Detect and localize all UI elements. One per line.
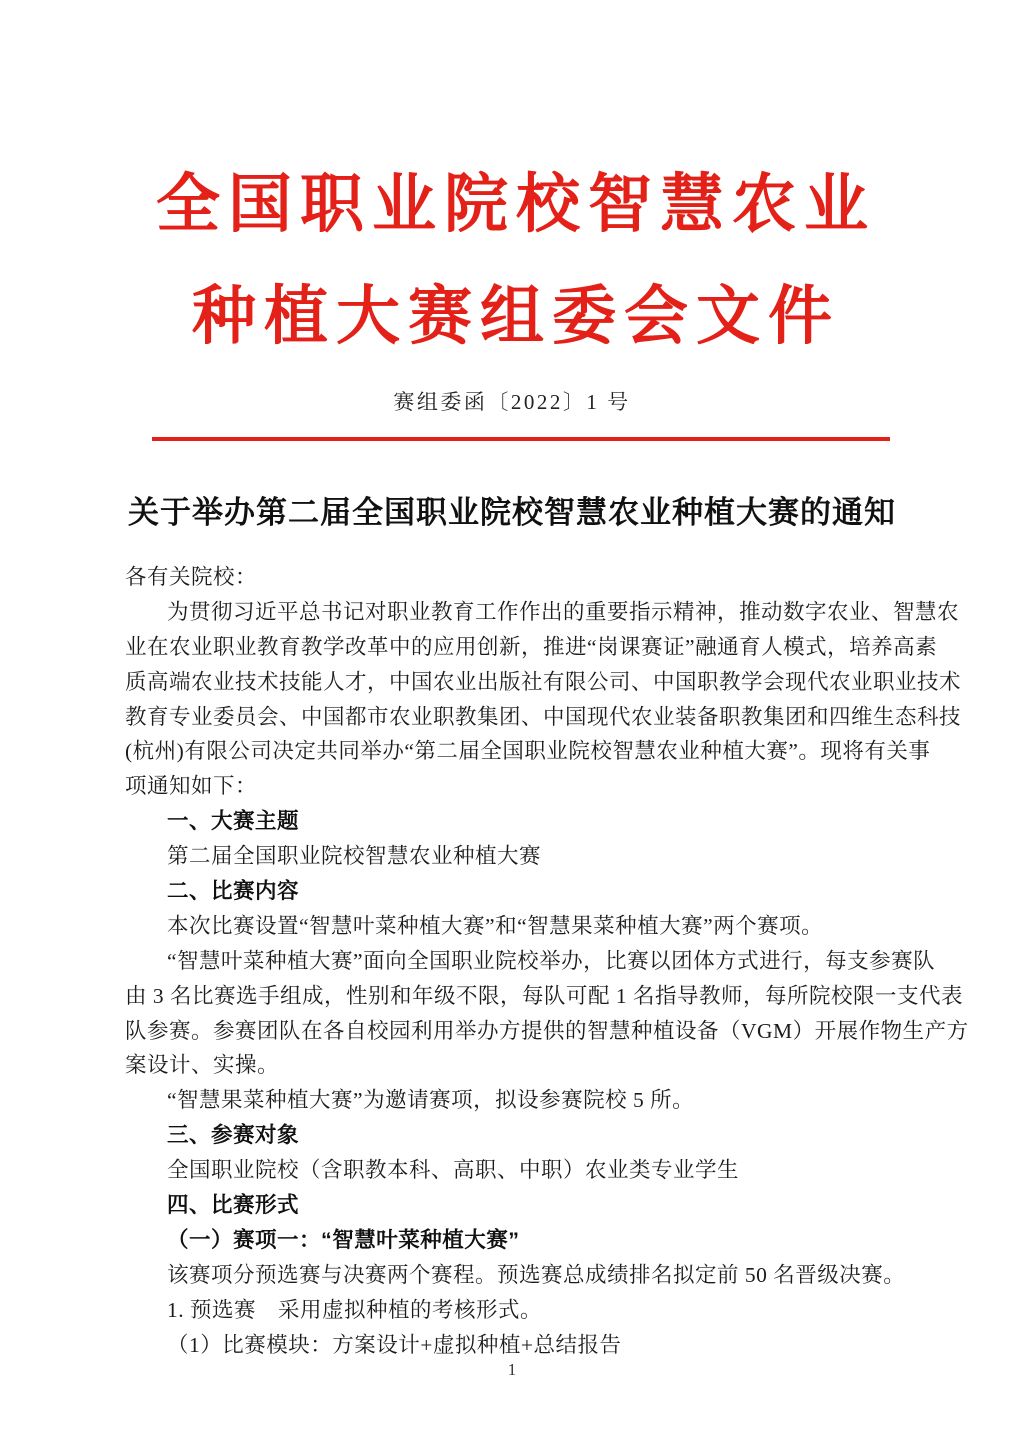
body-line: “智慧叶菜种植大赛”面向全国职业院校举办，比赛以团体方式进行，每支参赛队: [167, 948, 936, 973]
body-line: “智慧果菜种植大赛”为邀请赛项，拟设参赛院校 5 所。: [167, 1088, 695, 1113]
body-line: 由 3 名比赛选手组成，性别和年级不限，每队可配 1 名指导教师，每所院校限一支代表: [125, 983, 964, 1008]
section-heading: 一、大赛主题: [167, 809, 300, 834]
body-line: （1）比赛模块：方案设计+虚拟种植+总结报告: [167, 1332, 622, 1357]
body-line: 为贯彻习近平总书记对职业教育工作作出的重要指示精神，推动数字农业、智慧农: [167, 599, 960, 624]
body-line: 业在农业职业教育教学改革中的应用创新，推进“岗课赛证”融通育人模式，培养高素: [125, 634, 938, 659]
body-line: 1. 预选赛 采用虚拟种植的考核形式。: [167, 1297, 543, 1322]
sub-section-heading: （一）赛项一：“智慧叶菜种植大赛”: [167, 1227, 520, 1252]
body-line: 全国职业院校（含职教本科、高职、中职）农业类专业学生: [167, 1158, 740, 1183]
body-line: (杭州)有限公司决定共同举办“第二届全国职业院校智慧农业种植大赛”。现将有关事: [125, 739, 931, 764]
body-line: 教育专业委员会、中国都市农业职教集团、中国现代农业装备职教集团和四维生态科技: [125, 704, 962, 729]
body-line: 各有关院校：: [125, 565, 258, 589]
section-heading: 四、比赛形式: [167, 1193, 300, 1218]
red-divider: [152, 437, 890, 441]
body-line: 质高端农业技术技能人才，中国农业出版社有限公司、中国职教学会现代农业职业技术: [125, 669, 962, 694]
doc-number: 赛组委函〔2022〕1 号: [393, 390, 631, 414]
section-heading: 二、比赛内容: [167, 879, 300, 904]
notice-title: 关于举办第二届全国职业院校智慧农业种植大赛的通知: [128, 495, 896, 530]
body-line: 本次比赛设置“智慧叶菜种植大赛”和“智慧果菜种植大赛”两个赛项。: [167, 913, 824, 938]
section-heading: 三、参赛对象: [167, 1123, 300, 1148]
body-line: 案设计、实操。: [125, 1053, 280, 1078]
masthead: [0, 148, 1024, 372]
body-line: 该赛项分预选赛与决赛两个赛程。预选赛总成绩排名拟定前 50 名晋级决赛。: [167, 1262, 906, 1287]
body-text: [125, 560, 969, 1362]
body-line: 队参赛。参赛团队在各自校园利用举办方提供的智慧种植设备（VGM）开展作物生产方: [125, 1018, 969, 1043]
masthead-title-line1: 全国职业院校智慧农业: [156, 168, 868, 240]
page-number: 1: [507, 1360, 517, 1379]
masthead-title-line2: 种植大赛组委会文件: [192, 280, 832, 352]
body-line: 第二届全国职业院校智慧农业种植大赛: [167, 844, 542, 869]
body-line: 项通知如下：: [125, 774, 258, 799]
